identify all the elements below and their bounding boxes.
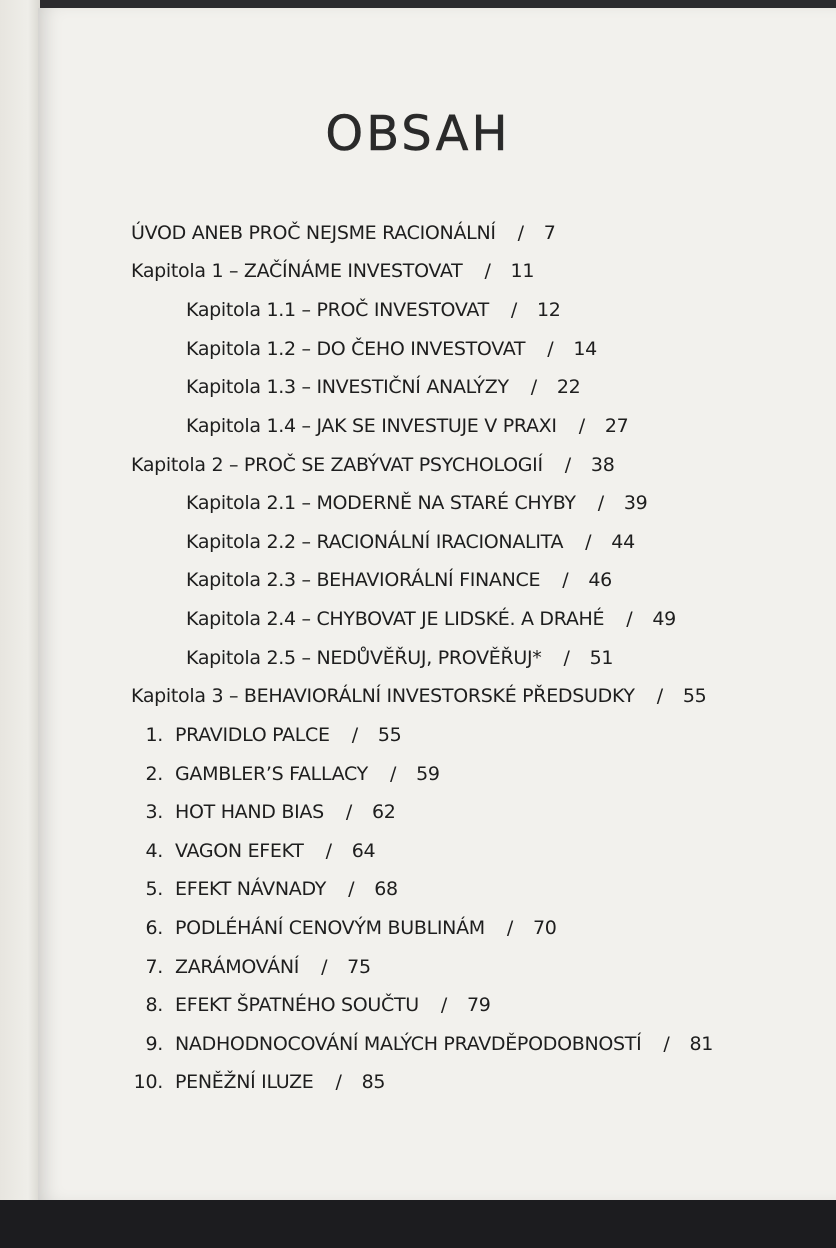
entry-page: 14 [573,338,597,360]
separator: / [585,531,592,553]
numbered-entry [131,1071,385,1093]
numbered-entry [131,917,557,939]
numbered-entry [131,1033,713,1055]
toc-entry [186,647,613,669]
numbered-entry [131,994,491,1016]
entry-number: 6. [145,917,163,939]
numbered-entry [131,956,371,978]
entry-title: Kapitola 1.2 – DO ČEHO INVESTOVAT [186,338,526,360]
entry-title: Kapitola 2.3 – BEHAVIORÁLNÍ FINANCE [186,569,541,591]
entry-page: 55 [377,724,402,746]
entry-page: 38 [590,454,615,476]
separator: / [351,724,358,746]
entry-number: 8. [145,994,163,1016]
entry-page: 27 [604,415,629,437]
entry-number: 5. [145,878,163,900]
entry-title: NADHODNOCOVÁNÍ MALÝCH PRAVDĚPODOBNOSTÍ [175,1033,642,1055]
separator: / [656,685,663,707]
entry-page: 49 [652,608,676,630]
entry-page: 81 [689,1033,714,1055]
entry-title: Kapitola 1.1 – PROČ INVESTOVAT [186,299,489,321]
toc-entry [186,608,676,630]
toc-entry [186,299,561,321]
entry-page: 68 [374,878,398,900]
separator: / [578,415,585,437]
entry-title: Kapitola 2.2 – RACIONÁLNÍ IRACIONALITA [186,531,564,553]
entry-number: 7. [145,956,163,978]
entry-title: ZARÁMOVÁNÍ [175,956,300,978]
toc-entry [131,222,556,244]
entry-title: Kapitola 1.4 – JAK SE INVESTUJE V PRAXI [186,415,557,437]
entry-title: Kapitola 3 – BEHAVIORÁLNÍ INVESTORSKÉ PŘEDSUDKY [131,685,635,707]
entry-page: 11 [510,260,535,282]
entry-title: PRAVIDLO PALCE [175,724,330,746]
toc-entry [186,569,612,591]
separator: / [530,376,537,398]
entry-number: 3. [145,801,163,823]
entry-title: Kapitola 1.3 – INVESTIČNÍ ANALÝZY [186,376,509,398]
entry-page: 39 [623,492,648,514]
entry-page: 44 [611,531,635,553]
numbered-entry [131,840,375,862]
separator: / [484,260,491,282]
entry-page: 46 [588,569,612,591]
separator: / [563,647,570,669]
entry-title: HOT HAND BIAS [175,801,324,823]
entry-title: Kapitola 2.5 – NEDŮVĚŘUJ, PROVĚŘUJ* [186,647,542,669]
toc-entry [186,492,647,514]
entry-title: VAGON EFEKT [175,840,304,862]
entry-page: 70 [533,917,557,939]
entry-number: 1. [145,724,163,746]
toc-entry [186,415,628,437]
entry-title: ÚVOD ANEB PROČ NEJSME RACIONÁLNÍ [131,222,496,244]
entry-title: PENĚŽNÍ ILUZE [175,1071,314,1093]
entry-page: 22 [556,376,581,398]
bottom-edge [0,1200,836,1248]
separator: / [597,492,604,514]
separator: / [325,840,332,862]
separator: / [440,994,448,1016]
entry-title: Kapitola 2.4 – CHYBOVAT JE LIDSKÉ. A DRAHÉ [186,608,605,630]
separator: / [348,878,355,900]
entry-title: Kapitola 2.1 – MODERNĚ NA STARÉ CHYBY [186,492,576,514]
entry-page: 85 [361,1071,386,1093]
entry-number: 10. [133,1071,163,1093]
separator: / [335,1071,342,1093]
toc-entry [186,531,635,553]
separator: / [663,1033,670,1055]
entry-page: 7 [543,222,556,244]
entry-number: 2. [145,763,163,785]
toc-entry [131,260,534,282]
entry-page: 64 [351,840,376,862]
separator: / [626,608,633,630]
separator: / [321,956,328,978]
numbered-entry [131,801,396,823]
entry-page: 59 [416,763,440,785]
separator: / [562,569,569,591]
entry-page: 55 [682,685,707,707]
entry-page: 79 [467,994,491,1016]
page-title: OBSAH [325,106,511,162]
separator: / [506,917,513,939]
toc-entry [131,685,706,707]
entry-title: Kapitola 1 – ZAČÍNÁME INVESTOVAT [131,260,463,282]
separator: / [547,338,554,360]
entry-title: GAMBLER’S FALLACY [175,763,368,785]
entry-number: 9. [145,1033,163,1055]
separator: / [345,801,352,823]
toc-entry [186,338,597,360]
numbered-entry [131,878,398,900]
separator: / [517,222,524,244]
entry-page: 75 [347,956,371,978]
separator: / [564,454,571,476]
entry-page: 12 [537,299,561,321]
toc-entry [186,376,580,398]
entry-title: EFEKT ŠPATNÉHO SOUČTU [175,994,419,1016]
numbered-entry [131,724,401,746]
numbered-entry [131,763,440,785]
entry-title: PODLÉHÁNÍ CENOVÝM BUBLINÁM [175,917,485,939]
entry-page: 51 [589,647,614,669]
entry-number: 4. [145,840,163,862]
separator: / [389,763,397,785]
separator: / [510,299,517,321]
entry-title: Kapitola 2 – PROČ SE ZABÝVAT PSYCHOLOGIÍ [131,454,543,476]
toc-entry [131,454,614,476]
entry-page: 62 [371,801,396,823]
entry-title: EFEKT NÁVNADY [175,878,327,900]
